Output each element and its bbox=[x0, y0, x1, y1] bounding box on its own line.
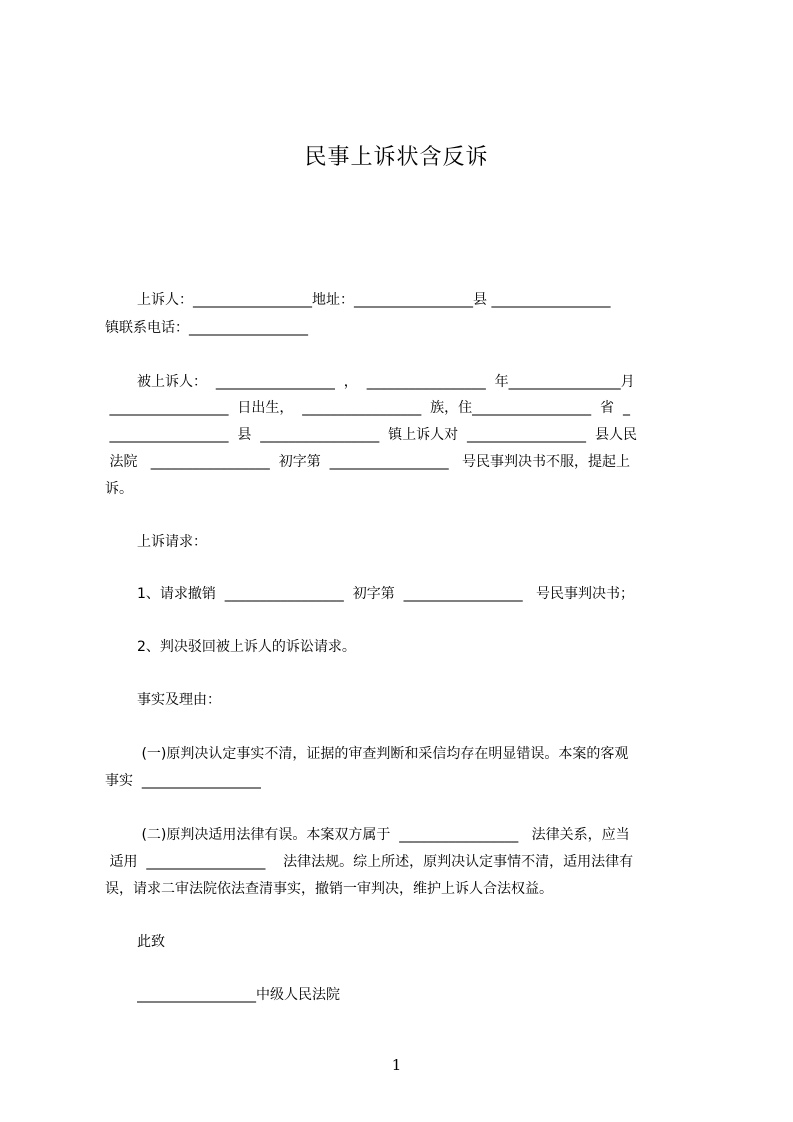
reason-1-line-1: (一)原判决认定事实不清，证据的审查判断和采信均存在明显错误。本案的客观 bbox=[137, 746, 629, 762]
court-addressee: _________________中级人民法院 bbox=[137, 987, 340, 1003]
reason-1-line-2: 事实 _________________ bbox=[105, 773, 261, 789]
claim-item-2: 2、判决驳回被上诉人的诉讼请求。 bbox=[137, 639, 356, 655]
appellant-phone-line: 镇联系电话：_________________ bbox=[105, 320, 308, 336]
appellee-line-4: 法院 _________________ 初字第 _________________ 号民事判决书不服，提起上 bbox=[105, 454, 630, 470]
reason-2-line-2: 适用 _________________ 法律法规。综上所述，原判决认定事情不清，适用法律有 bbox=[105, 854, 634, 870]
claims-heading: 上诉请求： bbox=[137, 534, 207, 550]
appellant-line: 上诉人：_________________地址：_________________县 _________________ bbox=[137, 292, 611, 308]
page-number: 1 bbox=[391, 1056, 402, 1074]
reason-2-line-1: (二)原判决适用法律有误。本案双方属于 _________________ 法律关系，应当 bbox=[137, 827, 630, 843]
closing-salutation: 此致 bbox=[137, 934, 165, 950]
claim-item-1: 1、请求撤销 _________________ 初字第 _________________ 号民事判决书； bbox=[137, 586, 634, 602]
page-title: 民事上诉状含反诉 bbox=[304, 145, 489, 170]
appellee-line-3: _________________ 县 _________________ 镇上诉人对 _________________ 县人民 bbox=[105, 427, 637, 443]
appellee-line-2: _________________ 日出生， _________________ 族，住_________________ 省 _ bbox=[105, 400, 630, 416]
appellee-line-5: 诉。 bbox=[105, 481, 133, 497]
reason-2-line-3: 误，请求二审法院依法查清事实，撤销一审判决，维护上诉人合法权益。 bbox=[105, 881, 553, 897]
appellee-line-1: 被上诉人： _________________ ， _________________ 年________________月 bbox=[137, 374, 635, 390]
facts-heading: 事实及理由： bbox=[137, 692, 221, 708]
